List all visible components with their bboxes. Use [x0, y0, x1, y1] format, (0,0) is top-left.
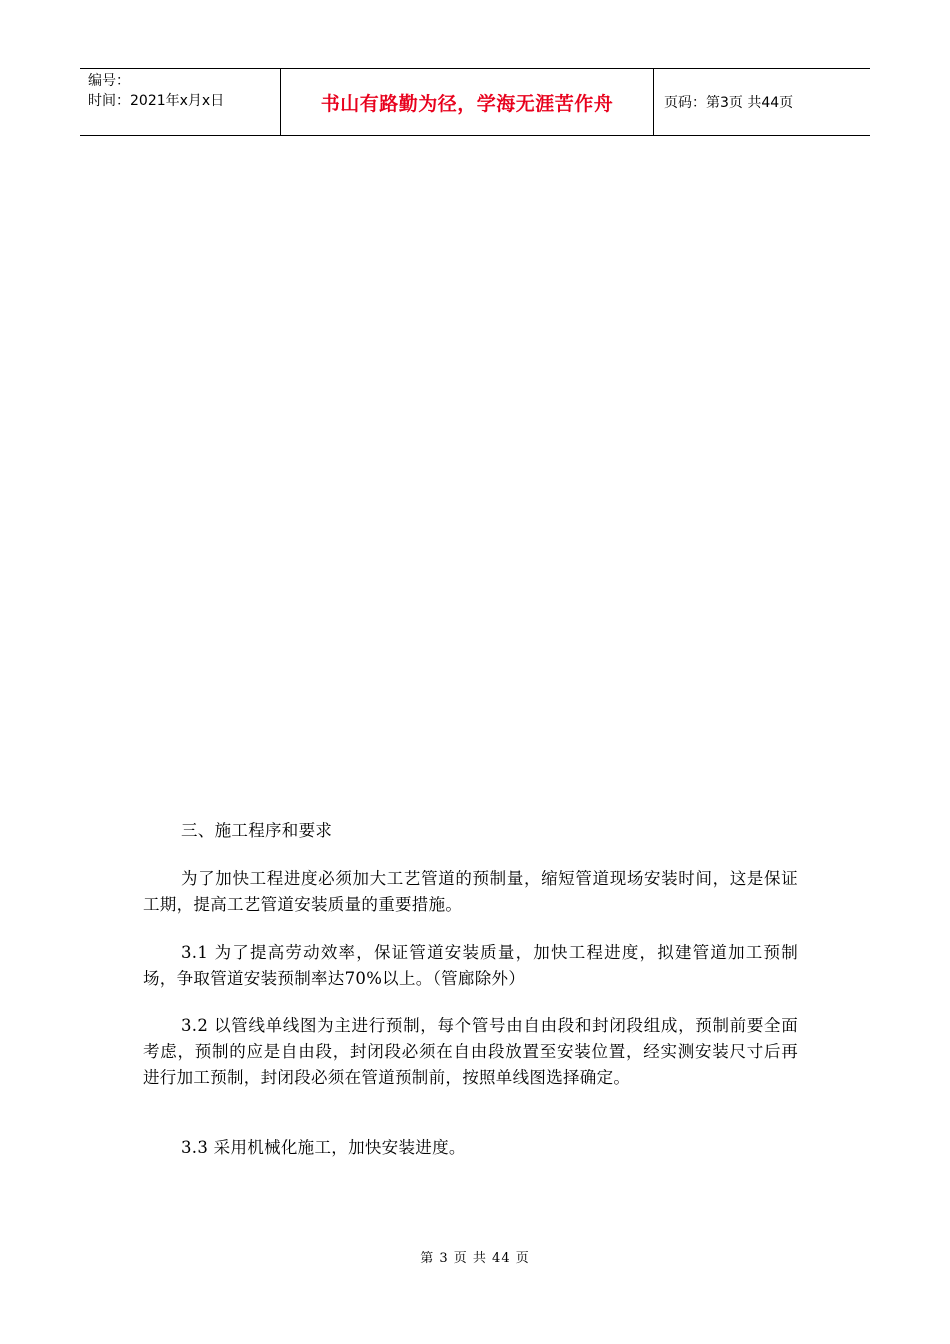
paragraph-intro	[143, 866, 798, 918]
page-footer	[0, 1247, 950, 1266]
paragraph-3-1	[143, 940, 798, 992]
header-motto-cell	[281, 69, 654, 135]
page-info: 页码：第3页 共44页	[664, 95, 794, 111]
paragraph-3-2	[143, 1013, 798, 1091]
section-heading	[143, 818, 798, 844]
document-header	[80, 68, 870, 136]
paragraph-text: 3.1 为了提高劳动效率，保证管道安装质量，加快工程进度，拟建管道加工预制场，争取管道安装预制率达70%以上。（管廊除外）	[143, 943, 798, 988]
paragraph-text: 3.2 以管线单线图为主进行预制，每个管号由自由段和封闭段组成，预制前要全面考虑，预制的应是自由段，封闭段必须在自由段放置至安装位置，经实测安装尺寸后再进行加工预制，封闭段必须在管道预制前，按照单线图选择确定。	[143, 1016, 798, 1087]
paragraph-text: 为了加快工程进度必须加大工艺管道的预制量，缩短管道现场安装时间，这是保证工期，提高工艺管道安装质量的重要措施。	[143, 869, 798, 914]
motto-text: 书山有路勤为径，学海无涯苦作舟	[320, 92, 614, 115]
header-meta-cell	[80, 69, 281, 135]
paragraph-text: 3.3 采用机械化施工，加快安装进度。	[181, 1138, 466, 1157]
header-page-cell	[654, 69, 870, 135]
date-label: 时间：2021年x月x日	[88, 93, 225, 109]
footer-page-number: 第 3 页 共 44 页	[420, 1251, 530, 1266]
number-label: 编号：	[88, 73, 130, 89]
paragraph-3-3	[143, 1135, 798, 1161]
section-heading-text: 三、施工程序和要求	[181, 821, 333, 840]
